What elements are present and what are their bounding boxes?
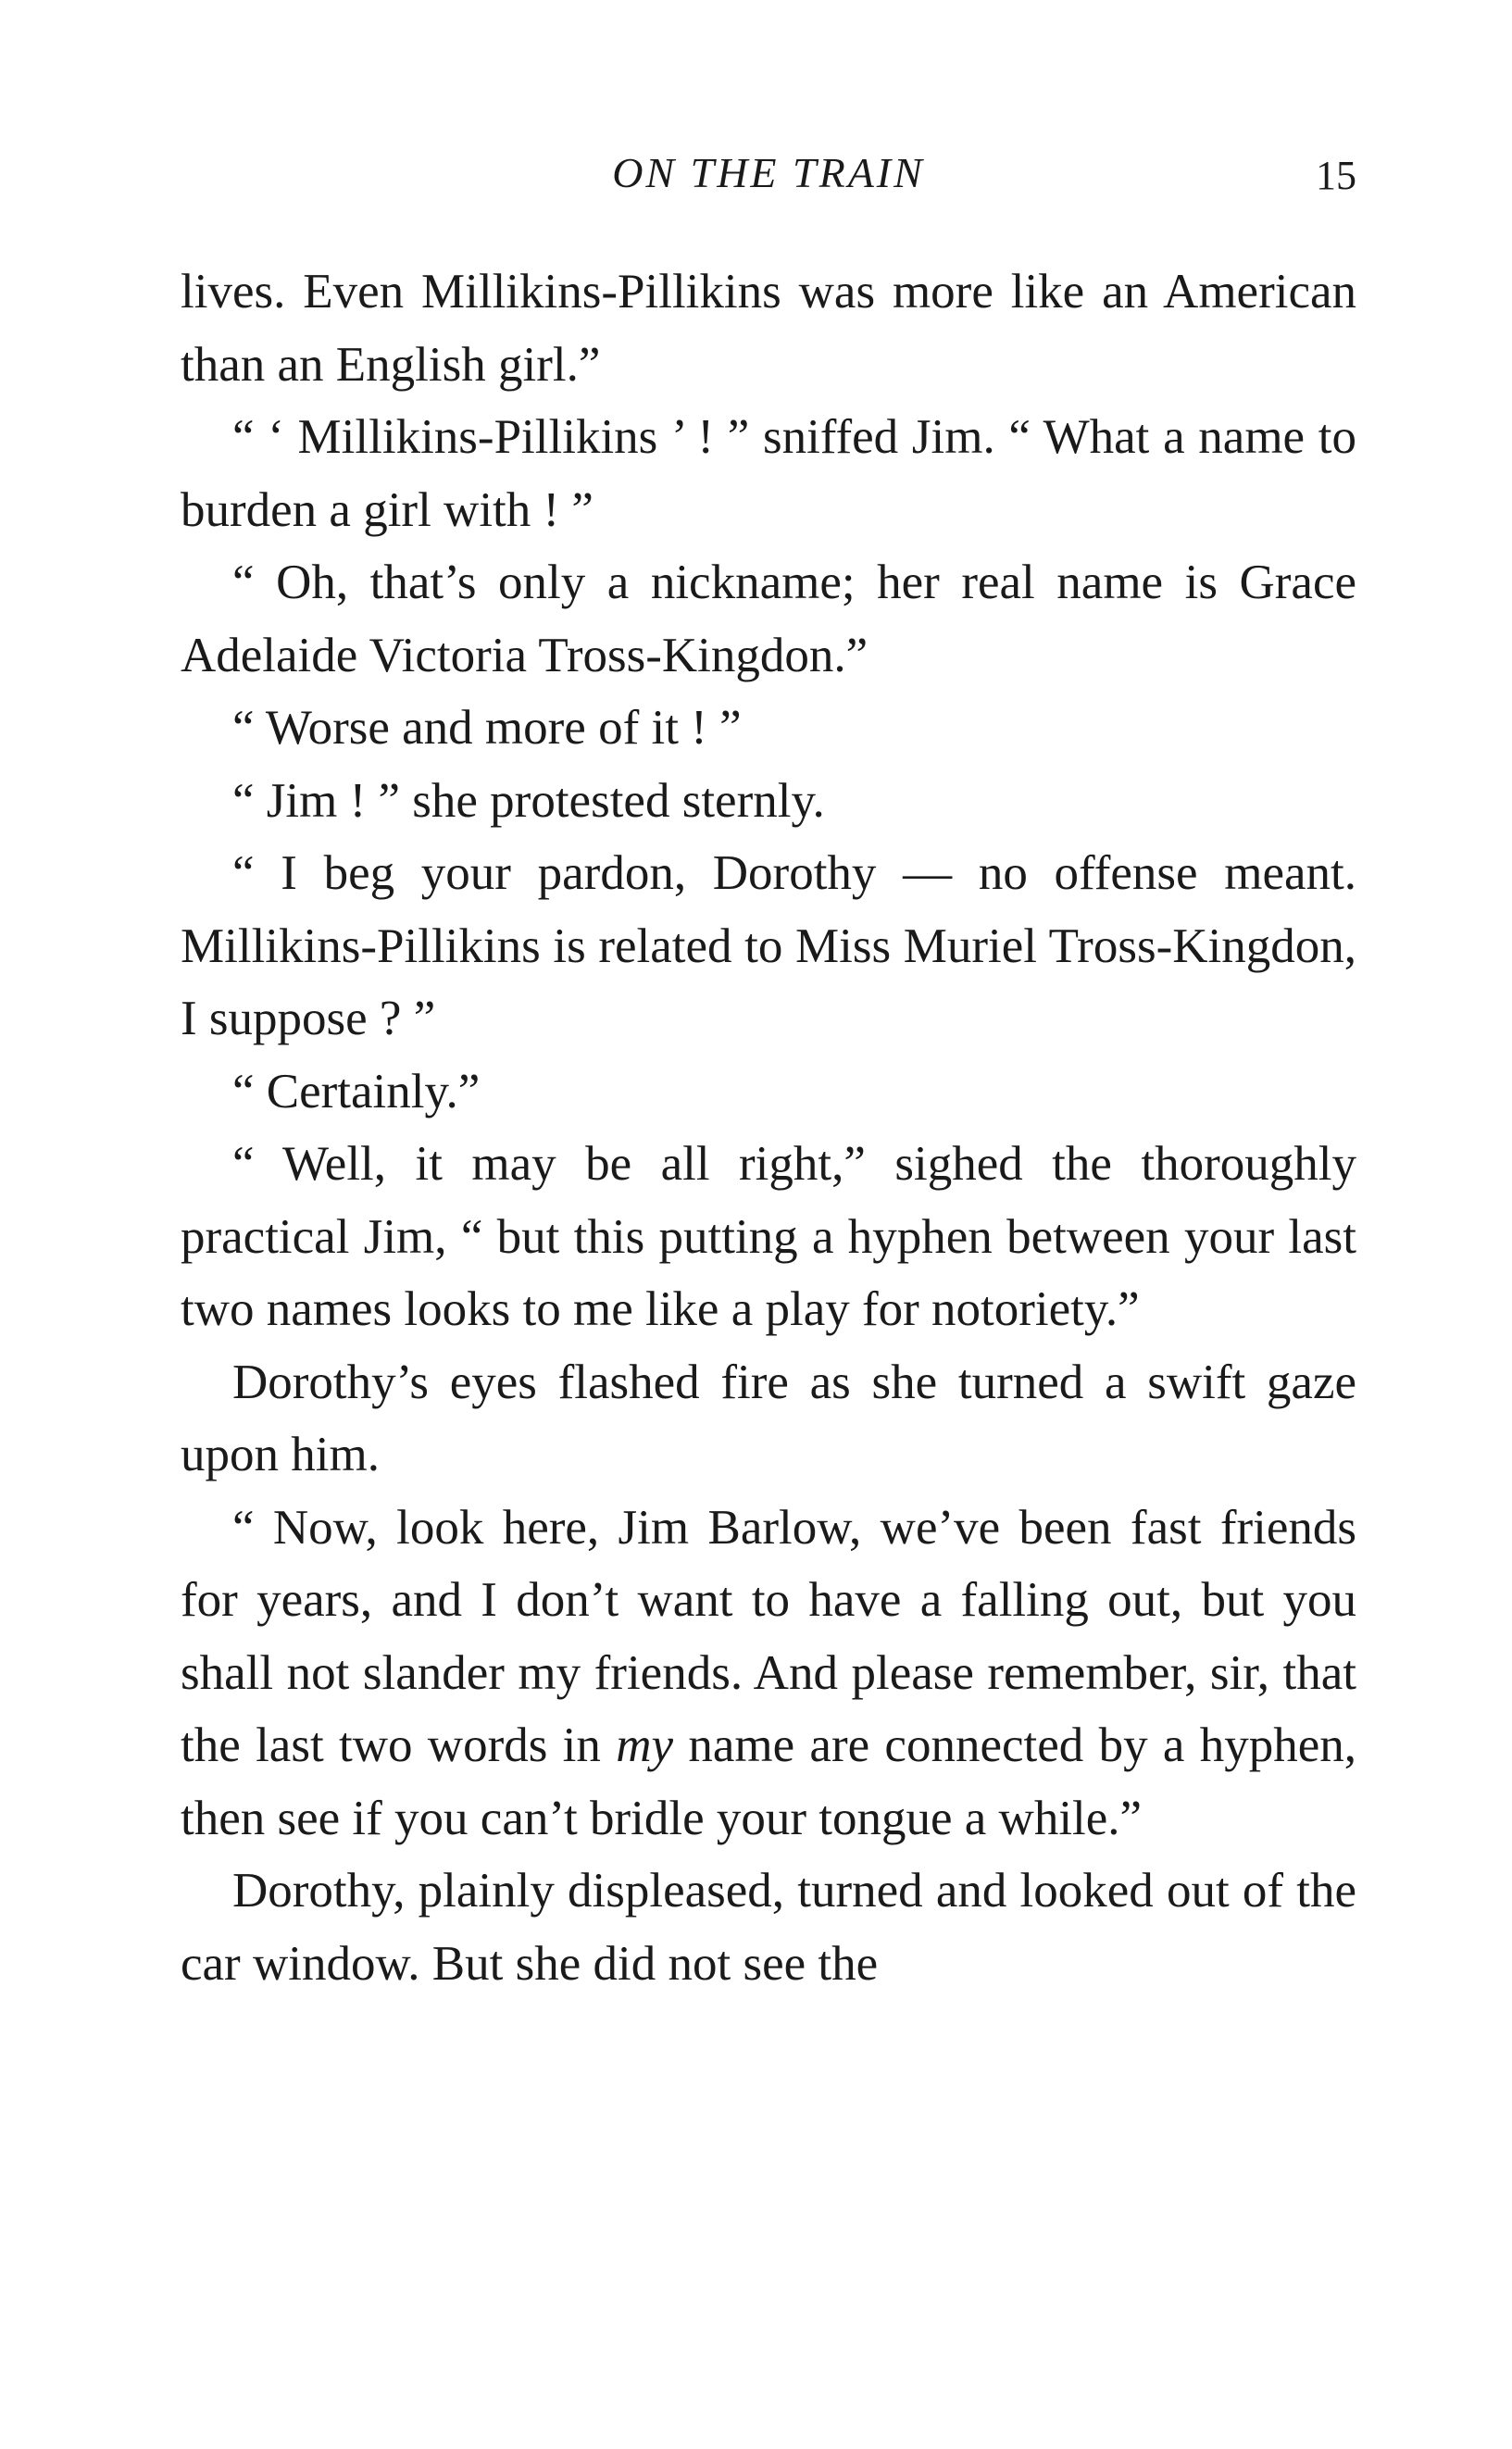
paragraph — [181, 1492, 1356, 1855]
paragraph: “ ‘ Millikins-Pillikins ’ ! ” sniffed Jim. “ What a name to burden a girl with ! ” — [181, 410, 1356, 537]
paragraph-continued: lives. Even Millikins-Pillikins was more like an American than an English girl.” — [181, 265, 1356, 392]
paragraph-text: “ Now, look here, Jim Barlow, we’ve been fast friends for years, and I don’t want to have a falling out, but you shall not slander my friends. And please remember, sir, that the last two words in — [181, 1500, 1356, 1772]
paragraph: “ Worse and more of it ! ” — [232, 701, 742, 755]
paragraph: Dorothy’s eyes flashed fire as she turned a swift gaze upon him. — [181, 1355, 1356, 1481]
paragraph-text: name are connected by a hyphen, then see if you can’t bridle your tongue a while.” — [181, 1718, 1356, 1845]
paragraph: “ Jim ! ” she protested sternly. — [232, 773, 825, 828]
paragraph: “ Certainly.” — [232, 1064, 481, 1118]
page-number: 15 — [1316, 153, 1356, 198]
running-title: ON THE TRAIN — [612, 149, 925, 196]
paragraph: “ I beg your pardon, Dorothy — no offense meant. Millikins-Pillikins is related to Miss Muriel Tross-Kingdon, I suppose ? ” — [181, 846, 1356, 1045]
body-text — [181, 256, 1356, 2000]
paragraph: “ Well, it may be all right,” sighed the thoroughly practical Jim, “ but this putting a hyphen between your last two names looks to me like a play for notoriety.” — [181, 1137, 1356, 1336]
emphasized-word: my — [616, 1718, 674, 1772]
paragraph: Dorothy, plainly displeased, turned and looked out of the car window. But she did not see the — [181, 1864, 1356, 1991]
paragraph: “ Oh, that’s only a nickname; her real name is Grace Adelaide Victoria Tross-Kingdon.” — [181, 556, 1356, 682]
running-head — [181, 148, 1356, 213]
